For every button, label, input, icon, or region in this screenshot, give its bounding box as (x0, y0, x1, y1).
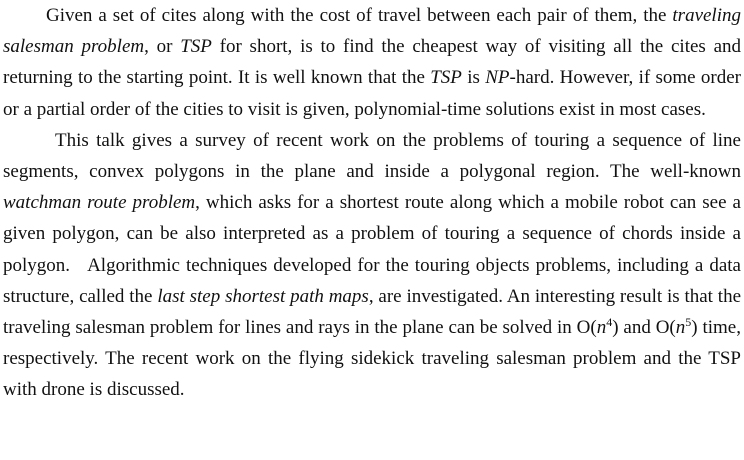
p1-text-5: -hard. However, if some order or a partial order of the cities to visit is given, polynomial-time solutions exist in most cases. (3, 67, 741, 120)
p2-text-2: , which asks for a shortest route along which a mobile robot can see a given polygon, can be also interpreted as a problem of touring a sequence of chords inside a polygon. Algorithmic techniques developed for the touring objects problems, including a data structure, called the (3, 192, 741, 307)
paragraph-tsp-intro (3, 0, 741, 125)
p2-text-5: ) time, respectively. The recent work on the flying sidekick traveling salesman problem and the TSP with drone is discussed. (3, 317, 741, 401)
term-last-step-shortest-path-maps: last step shortest path maps (157, 285, 369, 307)
p1-text-4: is (461, 67, 486, 89)
term-traveling-salesman-problem: traveling salesman problem (3, 5, 741, 58)
math-exponent-5: 5 (685, 315, 692, 330)
p1-text-1: Given a set of cites along with the cost of travel between each pair of them, the (46, 5, 673, 26)
paragraph-talk-survey (3, 125, 741, 406)
math-exponent-4: 4 (606, 315, 613, 330)
math-n-1: n (596, 317, 607, 339)
term-np: NP (485, 67, 510, 89)
term-watchman-route-problem: watchman route problem (3, 192, 196, 214)
p2-text-4: ) and O( (612, 317, 676, 339)
p2-text-3: , are investigated. An interesting result is that the traveling salesman problem for lines and rays in the plane can be solved in O( (3, 285, 742, 339)
p1-text-2: , or (144, 36, 181, 58)
math-n-2: n (675, 317, 686, 339)
term-tsp-2: TSP (430, 67, 462, 89)
term-tsp: TSP (180, 36, 212, 58)
abstract-document (3, 0, 741, 406)
p2-text-1: This talk gives a survey of recent work on the problems of touring a sequence of line segments, convex polygons in the plane and inside a polygonal region. The well-known (3, 129, 741, 183)
p1-text-3: for short, is to find the cheapest way of visiting all the cites and returning to the starting point. It is well known that the (3, 36, 742, 89)
